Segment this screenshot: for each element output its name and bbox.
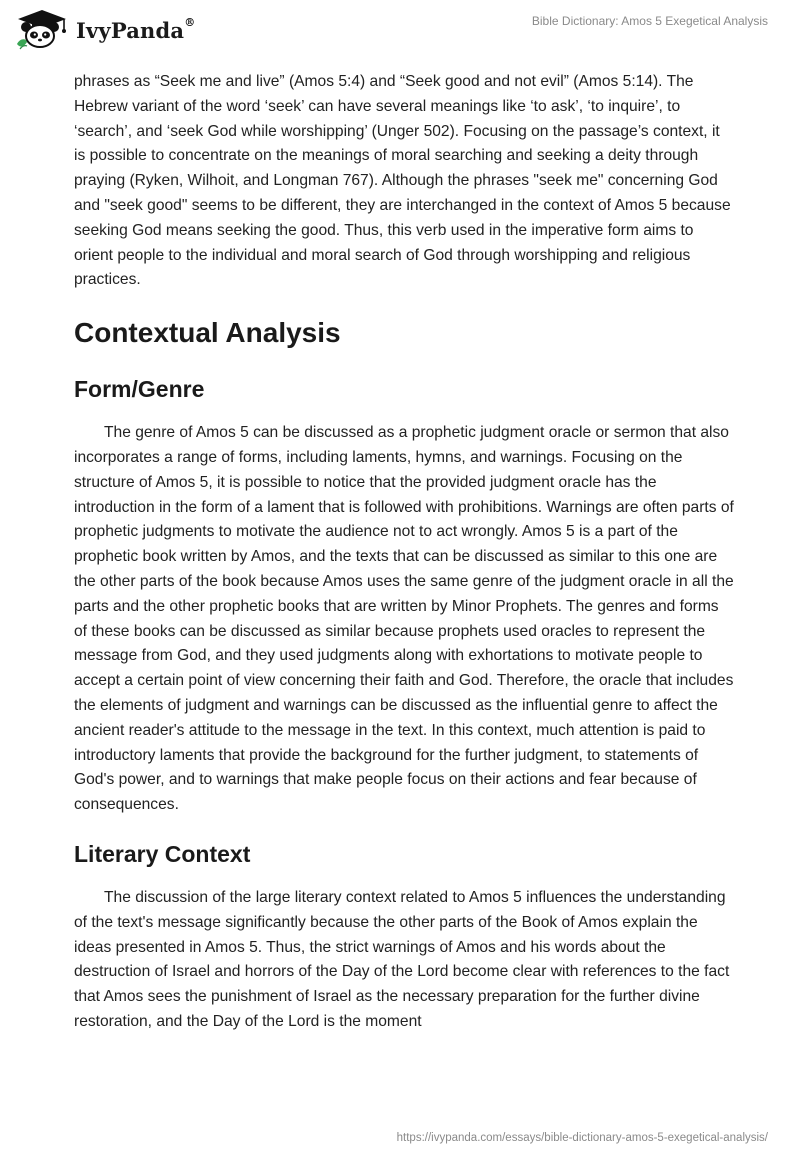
essay-content xyxy=(74,70,734,1035)
subheading-literary-context: Literary Context xyxy=(74,840,251,867)
intro-paragraph: phrases as “Seek me and live” (Amos 5:4) and “Seek good and not evil” (Amos 5:14). The Hebrew variant of the word ‘seek’ can have several meanings like ‘to ask’, ‘to inquire’, to ‘search’, and ‘seek God while worshipping’ (Unger 502). Focusing on the passage’s context, it is possible to concentrate on the meanings of moral searching and seeking a deity through praying (Ryken, Wilhoit, and Longman 767). Although the phrases "seek me" concerning God and "seek good" seems to be different, they are interchanged in the context of Amos 5 because seeking God means seeking the good. Thus, this verb used in the imperative form aims to orient people to the individual and moral search of God through worshipping and religious practices. xyxy=(74,73,731,289)
literary-context-paragraph: The discussion of the large literary context related to Amos 5 influences the understanding of the text's message significantly because the other parts of the Book of Amos explain the ideas presented in Amos 5. Thus, the strict warnings of Amos and his words about the destruction of Israel and horrors of the Day of the Lord become clear with references to the fact that Amos sees the punishment of Israel as the necessary preparation for the further divine restoration, and the Day of the Lord is the moment xyxy=(74,888,730,1030)
form-genre-paragraph: The genre of Amos 5 can be discussed as a prophetic judgment oracle or sermon that also incorporates a range of forms, including laments, hymns, and warnings. Focusing on the structure of Amos 5, it is possible to notice that the provided judgment oracle has the introduction in the form of a lament that is followed with prohibitions. Warnings are often parts of prophetic judgments to motivate the audience not to act wrongly. Amos 5 is a part of the prophetic book written by Amos, and the texts that can be discussed as similar to this one are the other parts of the book because Amos uses the same genre of the judgment oracle in all the parts and the other prophetic books that are written by Minor Prophets. The genres and forms of these books can be discussed as similar because prophets used oracles to represent the message from God, and they used judgments along with exhortations to motivate people to accept a certain point of view concerning their faith and God. Therefore, the oracle that includes the elements of judgment and warnings can be discussed as the influential genre to affect the ancient reader's attitude to the message in the text. In this context, much attention is paid to introductory laments that provide the background for the further judgment, to statements of God's power, and to warnings that make people focus on their actions and fear because of consequences. xyxy=(74,424,734,814)
registered-mark: ® xyxy=(184,15,196,29)
page-header xyxy=(0,0,800,70)
section-heading-contextual-analysis: Contextual Analysis xyxy=(74,317,341,349)
source-url[interactable]: https://ivypanda.com/essays/bible-dictionary-amos-5-exegetical-analysis/ xyxy=(396,1132,768,1144)
document-title: Bible Dictionary: Amos 5 Exegetical Analysis xyxy=(531,14,768,28)
panda-graduate-icon xyxy=(14,8,70,52)
ivypanda-logo[interactable] xyxy=(14,8,195,52)
brand-name: IvyPanda® xyxy=(76,15,196,43)
subheading-form-genre: Form/Genre xyxy=(74,376,205,403)
